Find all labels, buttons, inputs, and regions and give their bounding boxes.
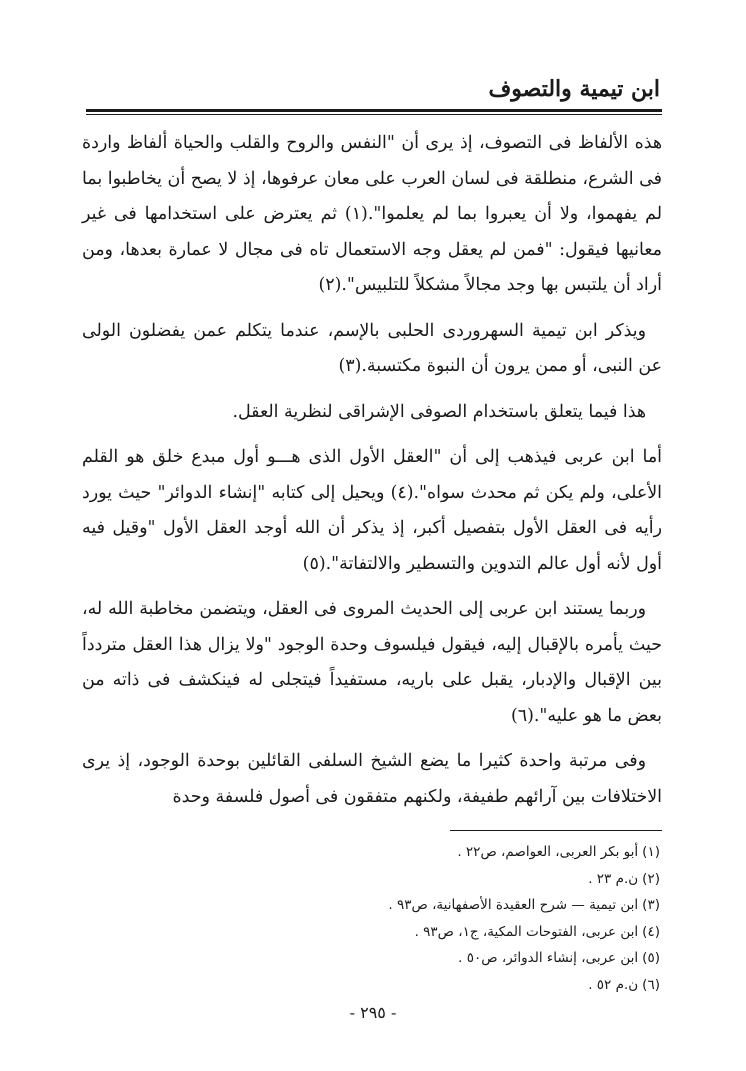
paragraph-2: ويذكر ابن تيمية السهروردى الحلبى بالإسم، عندما يتكلم عمن يفضلون الولى عن النبى، أو ممن يرون أن النبوة مكتسبة.(٣) [82, 320, 662, 376]
paragraph-1: هذه الألفاظ فى التصوف، إذ يرى أن "النفس والروح والقلب والحياة ألفاظ واردة فى الشرع، منطلقة فى لسان العرب على معان عرفوها، إذ لا يصح أن يخاطبوا بما لم يفهموا، ولا أن يعبروا بما لم يعلموا".(١) ثم يعترض على استخدامها فى غير معانيها فيقول: "فمن لم يعقل وجه الاستعمال تاه فى مجال لا عمارة بعدها، ومن أراد أن يلتبس بها وجد مجالاً مشكلاً للتلبيس".(٢) [82, 133, 662, 295]
footnote-separator [450, 830, 662, 831]
footnote-number: (٣) [642, 897, 660, 913]
footnote-number: (٤) [642, 923, 660, 940]
body-text [82, 126, 662, 825]
footnote-text: ابن عربى، الفتوحات المكية، ج١، ص٩٣ . [414, 923, 639, 940]
paragraph-3: هذا فيما يتعلق باستخدام الصوفى الإشراقى لنظرية العقل. [232, 401, 646, 422]
running-header-title: ابن تيمية والتصوف [488, 76, 660, 102]
footnote-number: (١) [642, 844, 660, 860]
footnote-item [100, 972, 660, 999]
header-rule-thin [86, 114, 662, 115]
header-rule [86, 109, 662, 112]
footnote-text: ابن تيمية — شرح العقيدة الأصفهانية، ص٩٣ . [388, 897, 639, 913]
footnote-text: أبو بكر العربى، العواصم، ص٢٢ . [457, 844, 639, 860]
footnotes [100, 839, 660, 998]
footnote-item [100, 919, 660, 946]
paragraph-6: وفى مرتبة واحدة كثيرا ما يضع الشيخ السلفى القائلين بوحدة الوجود، إذ يرى الاختلافات بين آرائهم طفيفة، ولكنهم متفقون فى أصول فلسفة وحدة [82, 751, 662, 807]
paragraph-4: أما ابن عربى فيذهب إلى أن "العقل الأول الذى هـــو أول مبدع خلق هو القلم الأعلى، ولم يكن ثم محدث سواه".(٤) ويحيل إلى كتابه "إنشاء الدوائر" حيث يورد رأيه فى العقل الأول بتفصيل أكبر، إذ يذكر أن الله أوجد العقل الأول "وقيل فيه أول لأنه أول عالم التدوين والتسطير والالتفاتة".(٥) [82, 447, 662, 574]
footnote-text: ن.م ٥٢ . [588, 976, 639, 993]
footnote-number: (٦) [642, 976, 660, 993]
footnote-item [100, 892, 660, 919]
page-number: - ٢٩٥ - [349, 1003, 397, 1022]
footnote-number: (٥) [642, 950, 660, 966]
paragraph-5: وربما يستند ابن عربى إلى الحديث المروى فى العقل، ويتضمن مخاطبة الله له، حيث يأمره بالإقبال إليه، فيقول فيلسوف وحدة الوجود "ولا يزال هذا العقل متردداً بين الإقبال والإدبار، يقبل على باريه، مستفيداً فيتجلى له فينكشف فى ذاته من بعض ما هو عليه".(٦) [82, 599, 662, 726]
footnote-item [100, 945, 660, 972]
footnote-text: ابن عربى، إنشاء الدوائر، ص٥٠ . [458, 950, 639, 966]
footnote-number: (٢) [642, 870, 660, 887]
footnote-item [100, 866, 660, 893]
footnote-text: ن.م ٢٣ . [588, 870, 639, 887]
footnote-item [100, 839, 660, 866]
